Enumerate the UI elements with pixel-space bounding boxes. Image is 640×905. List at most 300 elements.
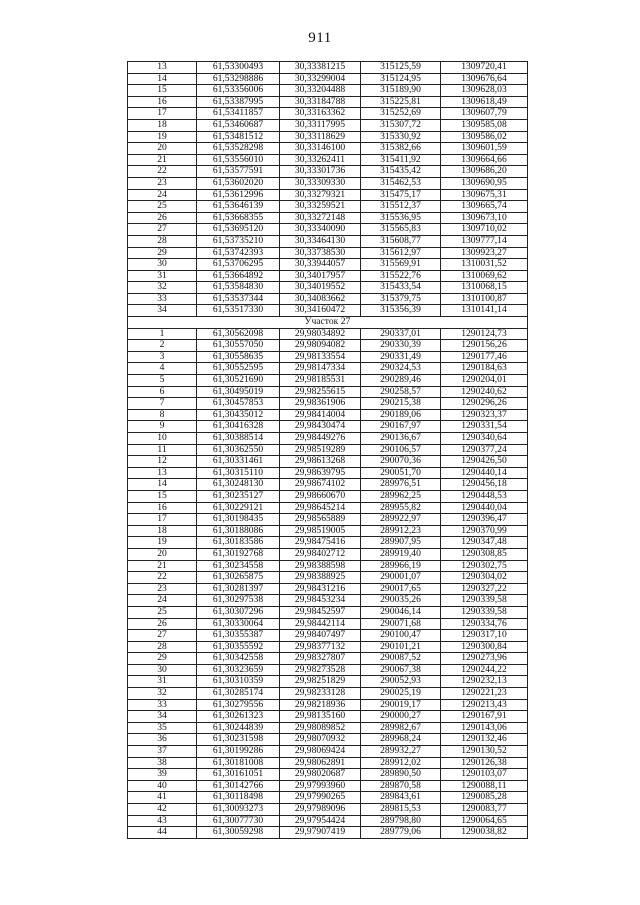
x-coordinate-cell: 315356,39 bbox=[361, 305, 441, 317]
table-row bbox=[128, 293, 528, 305]
table-row bbox=[128, 398, 528, 410]
y-coordinate-cell: 1309628,03 bbox=[441, 85, 528, 97]
x-coordinate-cell: 315125,59 bbox=[361, 62, 441, 74]
y-coordinate-cell: 1309720,41 bbox=[441, 62, 528, 74]
y-coordinate-cell: 1290167,91 bbox=[441, 711, 528, 723]
point-number-cell: 28 bbox=[128, 235, 197, 247]
point-number-cell: 41 bbox=[128, 792, 197, 804]
point-number-cell: 25 bbox=[128, 606, 197, 618]
latitude-cell: 61,30161051 bbox=[197, 769, 280, 781]
point-number-cell: 15 bbox=[128, 490, 197, 502]
longitude-cell: 29,98402712 bbox=[280, 548, 361, 560]
latitude-cell: 61,53584830 bbox=[197, 282, 280, 294]
longitude-cell: 29,98251829 bbox=[280, 676, 361, 688]
table-row bbox=[128, 351, 528, 363]
x-coordinate-cell: 289976,51 bbox=[361, 479, 441, 491]
longitude-cell: 29,98407497 bbox=[280, 630, 361, 642]
point-number-cell: 29 bbox=[128, 247, 197, 259]
table-row bbox=[128, 131, 528, 143]
y-coordinate-cell: 1290339,58 bbox=[441, 606, 528, 618]
latitude-cell: 61,30323659 bbox=[197, 664, 280, 676]
table-row bbox=[128, 780, 528, 792]
point-number-cell: 20 bbox=[128, 143, 197, 155]
table-row bbox=[128, 189, 528, 201]
y-coordinate-cell: 1309686,20 bbox=[441, 166, 528, 178]
y-coordinate-cell: 1290143,06 bbox=[441, 722, 528, 734]
table-row bbox=[128, 201, 528, 213]
point-number-cell: 22 bbox=[128, 572, 197, 584]
section-title: Участок 27 bbox=[128, 317, 528, 329]
table-row bbox=[128, 479, 528, 491]
y-coordinate-cell: 1290204,01 bbox=[441, 375, 528, 387]
latitude-cell: 61,30355592 bbox=[197, 641, 280, 653]
table-row bbox=[128, 282, 528, 294]
table-row bbox=[128, 143, 528, 155]
longitude-cell: 30,33381215 bbox=[280, 62, 361, 74]
latitude-cell: 61,53356006 bbox=[197, 85, 280, 97]
table-row bbox=[128, 699, 528, 711]
point-number-cell: 18 bbox=[128, 119, 197, 131]
latitude-cell: 61,53706295 bbox=[197, 259, 280, 271]
y-coordinate-cell: 1290221,23 bbox=[441, 688, 528, 700]
latitude-cell: 61,30234558 bbox=[197, 560, 280, 572]
latitude-cell: 61,30521690 bbox=[197, 375, 280, 387]
point-number-cell: 14 bbox=[128, 73, 197, 85]
latitude-cell: 61,30435012 bbox=[197, 409, 280, 421]
point-number-cell: 3 bbox=[128, 351, 197, 363]
x-coordinate-cell: 289962,25 bbox=[361, 490, 441, 502]
y-coordinate-cell: 1290038,82 bbox=[441, 827, 528, 839]
y-coordinate-cell: 1309664,66 bbox=[441, 154, 528, 166]
table-row bbox=[128, 525, 528, 537]
point-number-cell: 26 bbox=[128, 618, 197, 630]
y-coordinate-cell: 1290370,99 bbox=[441, 525, 528, 537]
y-coordinate-cell: 1290340,64 bbox=[441, 433, 528, 445]
table-row bbox=[128, 630, 528, 642]
x-coordinate-cell: 315124,95 bbox=[361, 73, 441, 85]
y-coordinate-cell: 1290064,65 bbox=[441, 815, 528, 827]
longitude-cell: 30,33262411 bbox=[280, 154, 361, 166]
latitude-cell: 61,30279556 bbox=[197, 699, 280, 711]
point-number-cell: 13 bbox=[128, 62, 197, 74]
longitude-cell: 29,97993960 bbox=[280, 780, 361, 792]
latitude-cell: 61,53387995 bbox=[197, 96, 280, 108]
x-coordinate-cell: 289890,50 bbox=[361, 769, 441, 781]
latitude-cell: 61,30388514 bbox=[197, 433, 280, 445]
latitude-cell: 61,53528298 bbox=[197, 143, 280, 155]
longitude-cell: 30,34160472 bbox=[280, 305, 361, 317]
table-row bbox=[128, 572, 528, 584]
longitude-cell: 29,98377132 bbox=[280, 641, 361, 653]
table-row bbox=[128, 664, 528, 676]
point-number-cell: 4 bbox=[128, 363, 197, 375]
table-row bbox=[128, 676, 528, 688]
x-coordinate-cell: 315512,37 bbox=[361, 201, 441, 213]
latitude-cell: 61,30188086 bbox=[197, 525, 280, 537]
latitude-cell: 61,30093273 bbox=[197, 804, 280, 816]
latitude-cell: 61,30181008 bbox=[197, 757, 280, 769]
longitude-cell: 29,98361906 bbox=[280, 398, 361, 410]
y-coordinate-cell: 1309690,95 bbox=[441, 177, 528, 189]
x-coordinate-cell: 315565,83 bbox=[361, 224, 441, 236]
longitude-cell: 29,98020687 bbox=[280, 769, 361, 781]
table-row bbox=[128, 537, 528, 549]
longitude-cell: 29,98062891 bbox=[280, 757, 361, 769]
x-coordinate-cell: 290100,47 bbox=[361, 630, 441, 642]
y-coordinate-cell: 1290132,46 bbox=[441, 734, 528, 746]
latitude-cell: 61,53481512 bbox=[197, 131, 280, 143]
longitude-cell: 29,98452597 bbox=[280, 606, 361, 618]
table-row bbox=[128, 606, 528, 618]
longitude-cell: 29,98674102 bbox=[280, 479, 361, 491]
x-coordinate-cell: 315612,97 bbox=[361, 247, 441, 259]
x-coordinate-cell: 315522,76 bbox=[361, 270, 441, 282]
latitude-cell: 61,53577591 bbox=[197, 166, 280, 178]
y-coordinate-cell: 1290339,58 bbox=[441, 595, 528, 607]
longitude-cell: 29,98475416 bbox=[280, 537, 361, 549]
y-coordinate-cell: 1290440,14 bbox=[441, 467, 528, 479]
x-coordinate-cell: 289870,58 bbox=[361, 780, 441, 792]
latitude-cell: 61,30281397 bbox=[197, 583, 280, 595]
longitude-cell: 30,34083662 bbox=[280, 293, 361, 305]
table-row bbox=[128, 804, 528, 816]
point-number-cell: 26 bbox=[128, 212, 197, 224]
latitude-cell: 61,30265875 bbox=[197, 572, 280, 584]
y-coordinate-cell: 1290244,22 bbox=[441, 664, 528, 676]
longitude-cell: 29,98431216 bbox=[280, 583, 361, 595]
x-coordinate-cell: 315433,54 bbox=[361, 282, 441, 294]
point-number-cell: 12 bbox=[128, 456, 197, 468]
longitude-cell: 29,98449276 bbox=[280, 433, 361, 445]
x-coordinate-cell: 290167,97 bbox=[361, 421, 441, 433]
y-coordinate-cell: 1309777,14 bbox=[441, 235, 528, 247]
x-coordinate-cell: 290331,49 bbox=[361, 351, 441, 363]
point-number-cell: 40 bbox=[128, 780, 197, 792]
x-coordinate-cell: 290035,26 bbox=[361, 595, 441, 607]
x-coordinate-cell: 315330,92 bbox=[361, 131, 441, 143]
longitude-cell: 29,98034892 bbox=[280, 328, 361, 340]
longitude-cell: 29,98133554 bbox=[280, 351, 361, 363]
latitude-cell: 61,30261323 bbox=[197, 711, 280, 723]
table-body-top bbox=[128, 62, 528, 317]
point-number-cell: 30 bbox=[128, 664, 197, 676]
y-coordinate-cell: 1290448,53 bbox=[441, 490, 528, 502]
x-coordinate-cell: 289922,97 bbox=[361, 514, 441, 526]
y-coordinate-cell: 1290213,43 bbox=[441, 699, 528, 711]
longitude-cell: 29,97954424 bbox=[280, 815, 361, 827]
y-coordinate-cell: 1290317,10 bbox=[441, 630, 528, 642]
latitude-cell: 61,53742393 bbox=[197, 247, 280, 259]
x-coordinate-cell: 290087,52 bbox=[361, 653, 441, 665]
longitude-cell: 30,33301736 bbox=[280, 166, 361, 178]
table-row bbox=[128, 769, 528, 781]
y-coordinate-cell: 1290347,48 bbox=[441, 537, 528, 549]
x-coordinate-cell: 315382,66 bbox=[361, 143, 441, 155]
longitude-cell: 30,33340090 bbox=[280, 224, 361, 236]
latitude-cell: 61,53517330 bbox=[197, 305, 280, 317]
x-coordinate-cell: 290337,01 bbox=[361, 328, 441, 340]
table-row bbox=[128, 433, 528, 445]
longitude-cell: 29,98453234 bbox=[280, 595, 361, 607]
y-coordinate-cell: 1290426,50 bbox=[441, 456, 528, 468]
table-row bbox=[128, 827, 528, 839]
table-row bbox=[128, 375, 528, 387]
table-row bbox=[128, 96, 528, 108]
y-coordinate-cell: 1290308,85 bbox=[441, 548, 528, 560]
table-row bbox=[128, 363, 528, 375]
x-coordinate-cell: 290106,57 bbox=[361, 444, 441, 456]
longitude-cell: 30,33279321 bbox=[280, 189, 361, 201]
page-number: 911 bbox=[308, 30, 332, 46]
longitude-cell: 29,98414004 bbox=[280, 409, 361, 421]
table-row bbox=[128, 595, 528, 607]
y-coordinate-cell: 1290184,63 bbox=[441, 363, 528, 375]
y-coordinate-cell: 1290377,24 bbox=[441, 444, 528, 456]
longitude-cell: 29,98519005 bbox=[280, 525, 361, 537]
longitude-cell: 30,33464130 bbox=[280, 235, 361, 247]
x-coordinate-cell: 290046,14 bbox=[361, 606, 441, 618]
latitude-cell: 61,30192768 bbox=[197, 548, 280, 560]
point-number-cell: 35 bbox=[128, 722, 197, 734]
latitude-cell: 61,30362550 bbox=[197, 444, 280, 456]
table-row bbox=[128, 166, 528, 178]
x-coordinate-cell: 290070,36 bbox=[361, 456, 441, 468]
table-row bbox=[128, 641, 528, 653]
x-coordinate-cell: 315608,77 bbox=[361, 235, 441, 247]
point-number-cell: 5 bbox=[128, 375, 197, 387]
point-number-cell: 43 bbox=[128, 815, 197, 827]
latitude-cell: 61,53411857 bbox=[197, 108, 280, 120]
y-coordinate-cell: 1309673,10 bbox=[441, 212, 528, 224]
table-row bbox=[128, 711, 528, 723]
point-number-cell: 28 bbox=[128, 641, 197, 653]
latitude-cell: 61,30557050 bbox=[197, 340, 280, 352]
latitude-cell: 61,53664892 bbox=[197, 270, 280, 282]
y-coordinate-cell: 1309665,74 bbox=[441, 201, 528, 213]
longitude-cell: 30,34017957 bbox=[280, 270, 361, 282]
point-number-cell: 31 bbox=[128, 676, 197, 688]
longitude-cell: 30,33944057 bbox=[280, 259, 361, 271]
point-number-cell: 33 bbox=[128, 293, 197, 305]
table-row bbox=[128, 270, 528, 282]
point-number-cell: 36 bbox=[128, 734, 197, 746]
point-number-cell: 27 bbox=[128, 224, 197, 236]
x-coordinate-cell: 290136,67 bbox=[361, 433, 441, 445]
latitude-cell: 61,30355387 bbox=[197, 630, 280, 642]
longitude-cell: 30,33299004 bbox=[280, 73, 361, 85]
point-number-cell: 22 bbox=[128, 166, 197, 178]
table-section-header bbox=[128, 317, 528, 329]
point-number-cell: 44 bbox=[128, 827, 197, 839]
x-coordinate-cell: 289919,40 bbox=[361, 548, 441, 560]
table-row bbox=[128, 247, 528, 259]
point-number-cell: 10 bbox=[128, 433, 197, 445]
longitude-cell: 29,98218936 bbox=[280, 699, 361, 711]
y-coordinate-cell: 1290323,37 bbox=[441, 409, 528, 421]
x-coordinate-cell: 289968,24 bbox=[361, 734, 441, 746]
point-number-cell: 29 bbox=[128, 653, 197, 665]
y-coordinate-cell: 1309675,31 bbox=[441, 189, 528, 201]
table-row bbox=[128, 618, 528, 630]
x-coordinate-cell: 289907,95 bbox=[361, 537, 441, 549]
point-number-cell: 34 bbox=[128, 305, 197, 317]
latitude-cell: 61,53646139 bbox=[197, 201, 280, 213]
table-row bbox=[128, 421, 528, 433]
point-number-cell: 34 bbox=[128, 711, 197, 723]
y-coordinate-cell: 1290156,26 bbox=[441, 340, 528, 352]
y-coordinate-cell: 1290300,84 bbox=[441, 641, 528, 653]
longitude-cell: 30,33309330 bbox=[280, 177, 361, 189]
y-coordinate-cell: 1309676,64 bbox=[441, 73, 528, 85]
x-coordinate-cell: 290017,65 bbox=[361, 583, 441, 595]
latitude-cell: 61,30495019 bbox=[197, 386, 280, 398]
latitude-cell: 61,53695120 bbox=[197, 224, 280, 236]
x-coordinate-cell: 290025,19 bbox=[361, 688, 441, 700]
table-row bbox=[128, 792, 528, 804]
table-row bbox=[128, 444, 528, 456]
table-row bbox=[128, 746, 528, 758]
table-row bbox=[128, 467, 528, 479]
longitude-cell: 29,97989096 bbox=[280, 804, 361, 816]
point-number-cell: 30 bbox=[128, 259, 197, 271]
x-coordinate-cell: 315379,75 bbox=[361, 293, 441, 305]
x-coordinate-cell: 315462,53 bbox=[361, 177, 441, 189]
x-coordinate-cell: 315435,42 bbox=[361, 166, 441, 178]
point-number-cell: 19 bbox=[128, 537, 197, 549]
x-coordinate-cell: 315252,69 bbox=[361, 108, 441, 120]
latitude-cell: 61,30552595 bbox=[197, 363, 280, 375]
table-row bbox=[128, 456, 528, 468]
x-coordinate-cell: 289912,23 bbox=[361, 525, 441, 537]
longitude-cell: 30,33204488 bbox=[280, 85, 361, 97]
y-coordinate-cell: 1290331,54 bbox=[441, 421, 528, 433]
x-coordinate-cell: 289843,61 bbox=[361, 792, 441, 804]
y-coordinate-cell: 1290177,46 bbox=[441, 351, 528, 363]
table-row bbox=[128, 490, 528, 502]
longitude-cell: 30,33272148 bbox=[280, 212, 361, 224]
longitude-cell: 30,33146100 bbox=[280, 143, 361, 155]
longitude-cell: 29,98273528 bbox=[280, 664, 361, 676]
table-row bbox=[128, 340, 528, 352]
longitude-cell: 29,98255615 bbox=[280, 386, 361, 398]
latitude-cell: 61,30330064 bbox=[197, 618, 280, 630]
y-coordinate-cell: 1310141,14 bbox=[441, 305, 528, 317]
latitude-cell: 61,53668355 bbox=[197, 212, 280, 224]
latitude-cell: 61,53300493 bbox=[197, 62, 280, 74]
latitude-cell: 61,30229121 bbox=[197, 502, 280, 514]
table-row bbox=[128, 328, 528, 340]
x-coordinate-cell: 290215,38 bbox=[361, 398, 441, 410]
longitude-cell: 29,98070932 bbox=[280, 734, 361, 746]
x-coordinate-cell: 290258,57 bbox=[361, 386, 441, 398]
table-row bbox=[128, 305, 528, 317]
x-coordinate-cell: 289955,82 bbox=[361, 502, 441, 514]
x-coordinate-cell: 315189,90 bbox=[361, 85, 441, 97]
x-coordinate-cell: 290052,93 bbox=[361, 676, 441, 688]
table-row bbox=[128, 734, 528, 746]
x-coordinate-cell: 289982,67 bbox=[361, 722, 441, 734]
latitude-cell: 61,30457853 bbox=[197, 398, 280, 410]
longitude-cell: 29,98089852 bbox=[280, 722, 361, 734]
y-coordinate-cell: 1290302,75 bbox=[441, 560, 528, 572]
latitude-cell: 61,30331461 bbox=[197, 456, 280, 468]
x-coordinate-cell: 290189,06 bbox=[361, 409, 441, 421]
longitude-cell: 30,33163362 bbox=[280, 108, 361, 120]
longitude-cell: 29,98185531 bbox=[280, 375, 361, 387]
longitude-cell: 29,98430474 bbox=[280, 421, 361, 433]
y-coordinate-cell: 1290240,62 bbox=[441, 386, 528, 398]
y-coordinate-cell: 1290126,38 bbox=[441, 757, 528, 769]
point-number-cell: 33 bbox=[128, 699, 197, 711]
y-coordinate-cell: 1290456,18 bbox=[441, 479, 528, 491]
x-coordinate-cell: 315536,95 bbox=[361, 212, 441, 224]
point-number-cell: 17 bbox=[128, 108, 197, 120]
point-number-cell: 42 bbox=[128, 804, 197, 816]
point-number-cell: 31 bbox=[128, 270, 197, 282]
point-number-cell: 24 bbox=[128, 189, 197, 201]
y-coordinate-cell: 1309923,27 bbox=[441, 247, 528, 259]
point-number-cell: 16 bbox=[128, 96, 197, 108]
point-number-cell: 32 bbox=[128, 282, 197, 294]
point-number-cell: 23 bbox=[128, 583, 197, 595]
longitude-cell: 29,98565889 bbox=[280, 514, 361, 526]
latitude-cell: 61,53298886 bbox=[197, 73, 280, 85]
y-coordinate-cell: 1290088,11 bbox=[441, 780, 528, 792]
y-coordinate-cell: 1290083,77 bbox=[441, 804, 528, 816]
point-number-cell: 37 bbox=[128, 746, 197, 758]
x-coordinate-cell: 290289,46 bbox=[361, 375, 441, 387]
point-number-cell: 39 bbox=[128, 769, 197, 781]
y-coordinate-cell: 1290124,73 bbox=[441, 328, 528, 340]
y-coordinate-cell: 1309586,02 bbox=[441, 131, 528, 143]
table-row bbox=[128, 722, 528, 734]
table-row bbox=[128, 108, 528, 120]
y-coordinate-cell: 1290334,76 bbox=[441, 618, 528, 630]
latitude-cell: 61,30416328 bbox=[197, 421, 280, 433]
longitude-cell: 29,98645214 bbox=[280, 502, 361, 514]
latitude-cell: 61,30183586 bbox=[197, 537, 280, 549]
y-coordinate-cell: 1310031,52 bbox=[441, 259, 528, 271]
longitude-cell: 29,98639795 bbox=[280, 467, 361, 479]
longitude-cell: 29,98094082 bbox=[280, 340, 361, 352]
longitude-cell: 30,33184788 bbox=[280, 96, 361, 108]
longitude-cell: 29,98147334 bbox=[280, 363, 361, 375]
point-number-cell: 9 bbox=[128, 421, 197, 433]
latitude-cell: 61,30059298 bbox=[197, 827, 280, 839]
point-number-cell: 1 bbox=[128, 328, 197, 340]
x-coordinate-cell: 315307,72 bbox=[361, 119, 441, 131]
latitude-cell: 61,30244839 bbox=[197, 722, 280, 734]
latitude-cell: 61,30285174 bbox=[197, 688, 280, 700]
table-row bbox=[128, 73, 528, 85]
table-row bbox=[128, 502, 528, 514]
table-row bbox=[128, 235, 528, 247]
table-row bbox=[128, 85, 528, 97]
coordinates-table bbox=[127, 61, 528, 839]
point-number-cell: 14 bbox=[128, 479, 197, 491]
x-coordinate-cell: 289912,02 bbox=[361, 757, 441, 769]
x-coordinate-cell: 289966,19 bbox=[361, 560, 441, 572]
latitude-cell: 61,30307296 bbox=[197, 606, 280, 618]
table-row bbox=[128, 62, 528, 74]
y-coordinate-cell: 1309607,79 bbox=[441, 108, 528, 120]
point-number-cell: 25 bbox=[128, 201, 197, 213]
table-row bbox=[128, 154, 528, 166]
point-number-cell: 8 bbox=[128, 409, 197, 421]
latitude-cell: 61,53612996 bbox=[197, 189, 280, 201]
table-row bbox=[128, 119, 528, 131]
y-coordinate-cell: 1309710,02 bbox=[441, 224, 528, 236]
